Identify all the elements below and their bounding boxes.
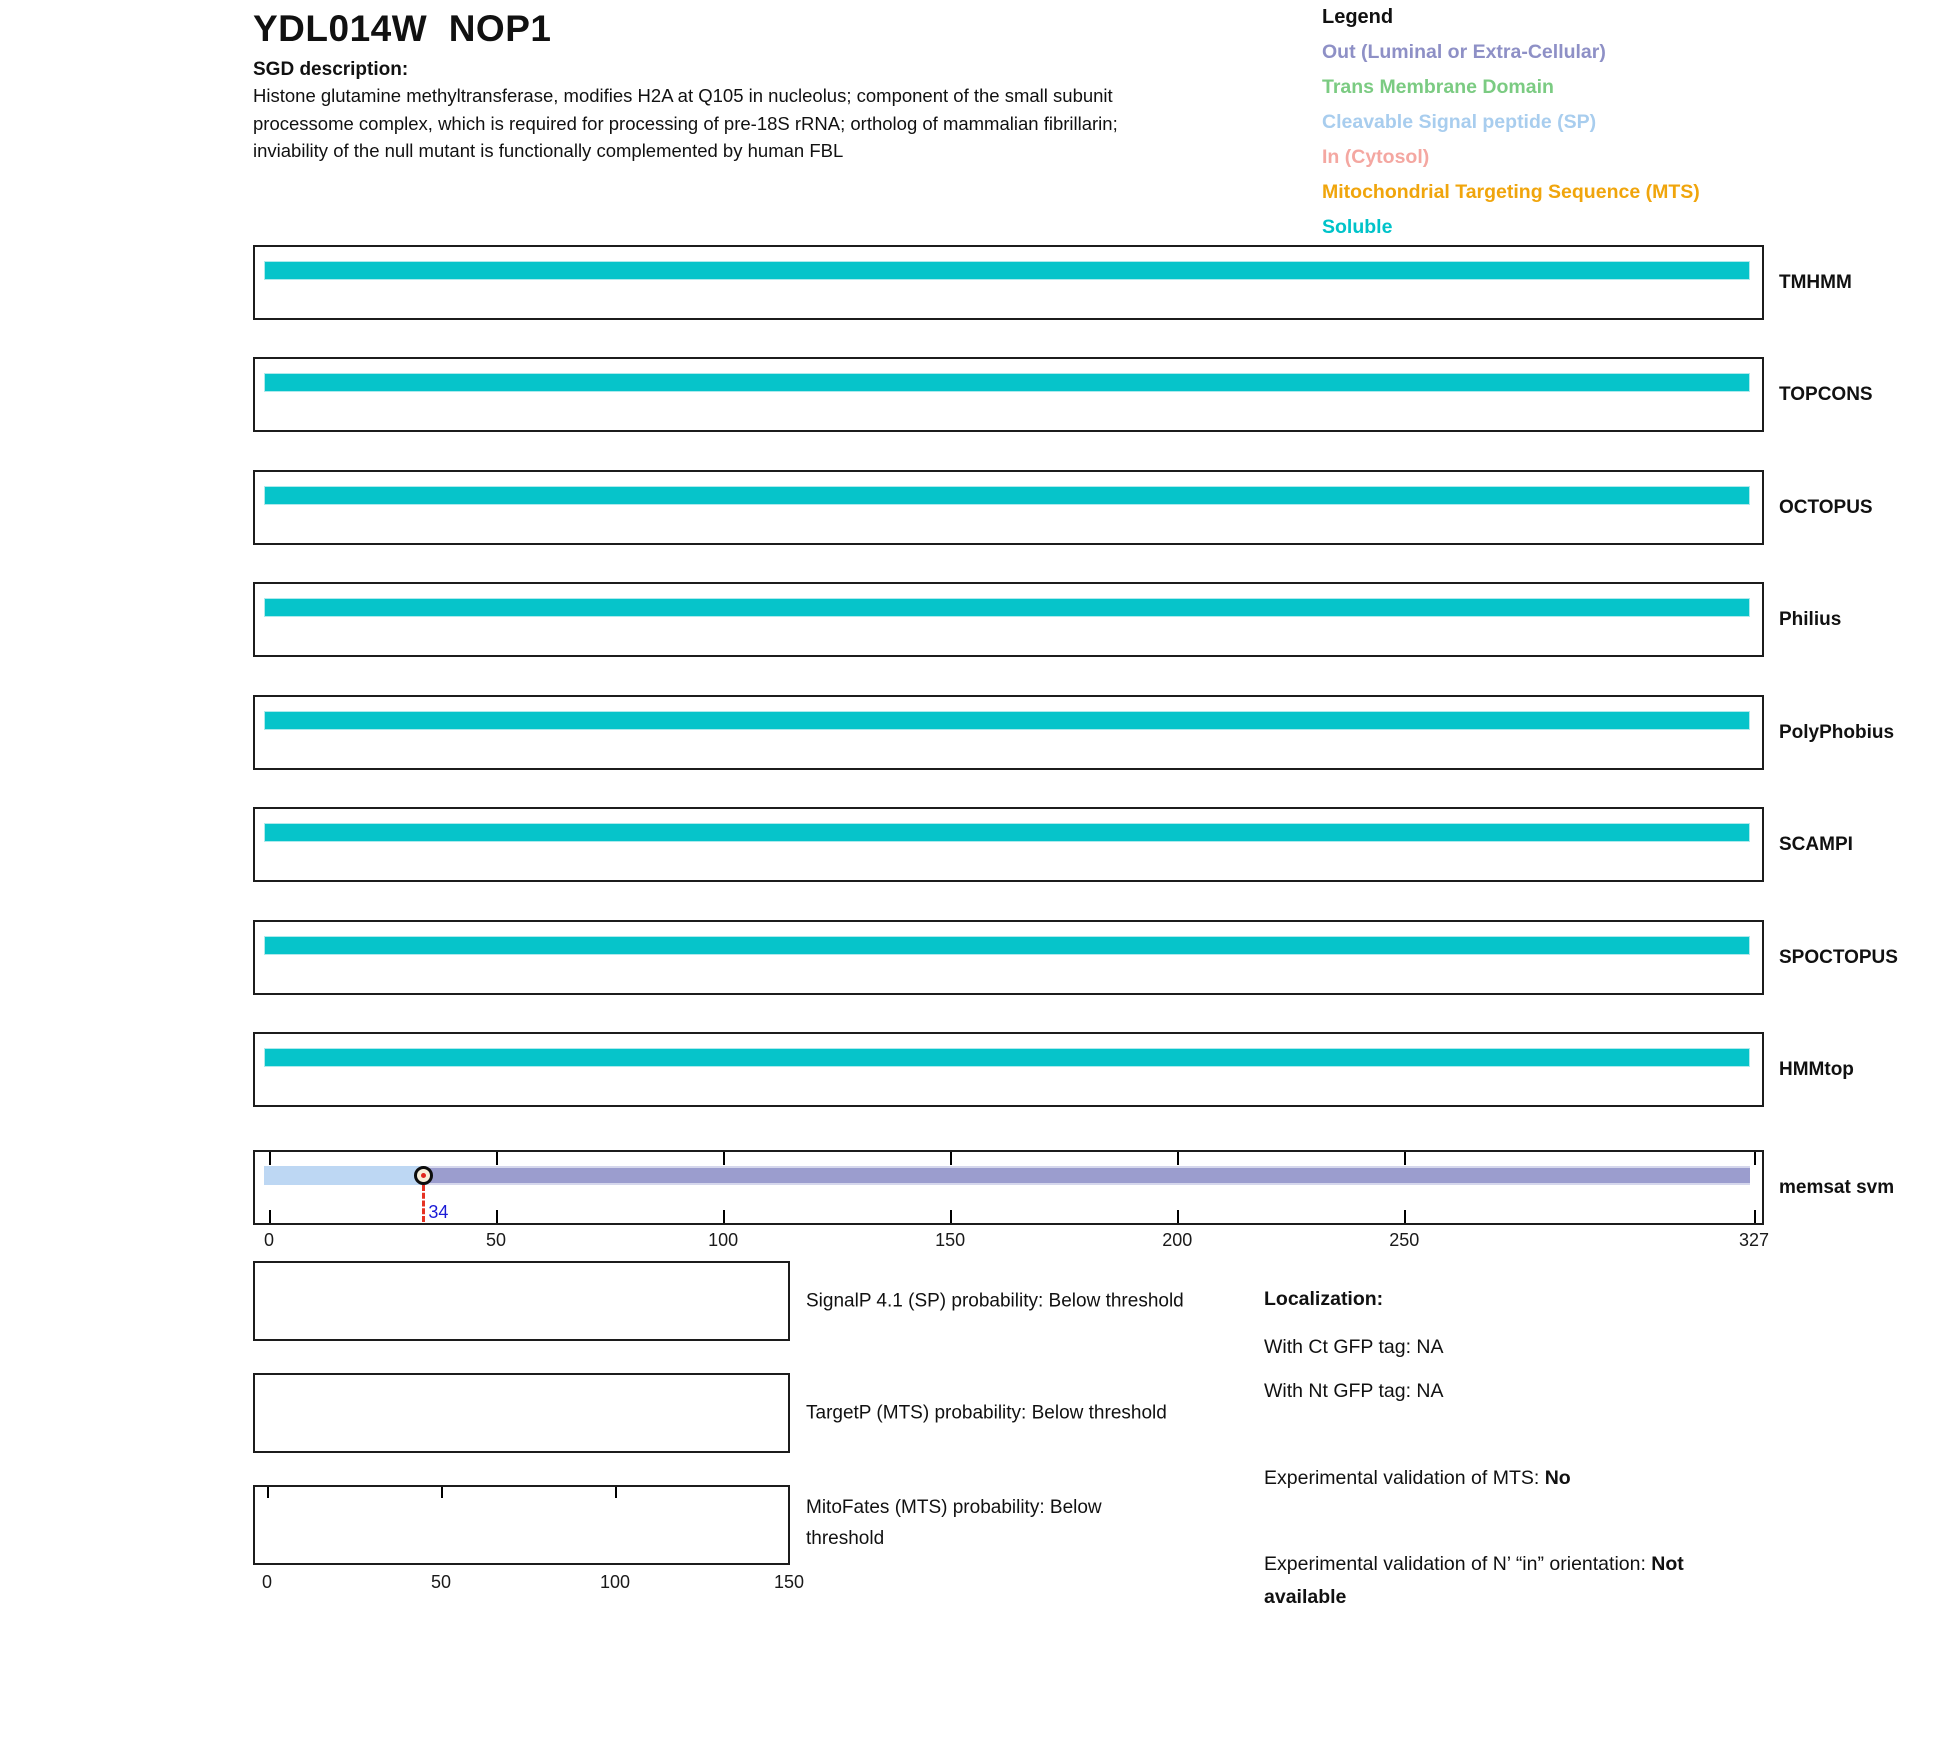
residue-axis-tick-label: 100 xyxy=(708,1230,739,1250)
residue-axis-tick xyxy=(1177,1152,1179,1165)
track-box-hmmtop xyxy=(253,1032,1764,1107)
track-box-spoctopus xyxy=(253,920,1764,995)
track-label-polyphobius: PolyPhobius xyxy=(1779,721,1895,743)
memsat-position-label: 34 xyxy=(428,1202,449,1222)
residue-axis-tick xyxy=(496,1152,498,1165)
residue-axis-tick xyxy=(269,1152,271,1165)
sgd-description-line: processome complex, which is required for processing of pre-18S rRNA; ortholog of mammalian fibrillarin; xyxy=(253,112,1118,134)
track-label-memsat-svm: memsat svm xyxy=(1779,1176,1895,1198)
probability-plot-mitofates xyxy=(253,1485,790,1565)
probability-axis-tick-label: 50 xyxy=(430,1572,452,1592)
legend-title: Legend xyxy=(1322,6,1394,28)
residue-axis-tick xyxy=(950,1152,952,1165)
track-label-spoctopus: SPOCTOPUS xyxy=(1779,946,1898,968)
track-label-topcons: TOPCONS xyxy=(1779,383,1873,405)
sgd-description-text xyxy=(253,82,1118,165)
track-segment-soluble xyxy=(264,486,1750,505)
residue-axis-tick xyxy=(1404,1210,1406,1223)
track-label-octopus: OCTOPUS xyxy=(1779,496,1873,518)
track-label-scampi: SCAMPI xyxy=(1779,833,1853,855)
sgd-description-heading: SGD description: xyxy=(253,59,409,80)
track-box-polyphobius xyxy=(253,695,1764,770)
probability-axis-tick-label: 0 xyxy=(261,1572,273,1592)
probability-axis-tick-label: 100 xyxy=(599,1572,631,1592)
track-box-tmhmm xyxy=(253,245,1764,320)
track-box-scampi xyxy=(253,807,1764,882)
residue-axis-tick xyxy=(1404,1152,1406,1165)
probability-plot-label-signalp: SignalP 4.1 (SP) probability: Below threshold xyxy=(806,1290,1184,1312)
legend-item-soluble: Soluble xyxy=(1322,216,1393,238)
track-label-hmmtop: HMMtop xyxy=(1779,1058,1854,1080)
track-box-philius xyxy=(253,582,1764,657)
residue-axis-tick xyxy=(950,1210,952,1223)
track-segment-soluble xyxy=(264,1048,1750,1067)
n-in-orientation-text: Experimental validation of N’ “in” orientation: xyxy=(1264,1553,1652,1575)
probability-axis-tick-label: 150 xyxy=(773,1572,805,1592)
legend-item-trans: Trans Membrane Domain xyxy=(1322,76,1554,98)
memsat-marker-circle xyxy=(414,1166,433,1185)
residue-axis-tick xyxy=(1177,1210,1179,1223)
track-segment-soluble xyxy=(264,823,1750,842)
residue-axis-tick-label: 200 xyxy=(1162,1230,1193,1250)
track-segment-soluble xyxy=(264,711,1750,730)
probability-plot-targetp xyxy=(253,1373,790,1453)
sgd-description-line: inviability of the null mutant is functionally complemented by human FBL xyxy=(253,140,844,161)
track-segment-soluble xyxy=(264,261,1750,280)
probability-plot-label-targetp: TargetP (MTS) probability: Below threshold xyxy=(806,1402,1167,1424)
track-box-memsat-svm xyxy=(253,1150,1764,1225)
localization-heading: Localization: xyxy=(1264,1288,1384,1310)
track-segment-soluble xyxy=(264,598,1750,617)
track-label-philius: Philius xyxy=(1779,608,1842,630)
residue-axis-tick-label: 0 xyxy=(263,1230,275,1250)
probability-axis-tick xyxy=(615,1487,617,1498)
track-segment-soluble xyxy=(264,936,1750,955)
legend-item-in: In (Cytosol) xyxy=(1322,146,1430,168)
residue-axis-tick-label: 150 xyxy=(935,1230,966,1250)
residue-axis-tick xyxy=(1754,1210,1756,1223)
residue-axis-tick-label: 250 xyxy=(1389,1230,1420,1250)
memsat-marker-dot xyxy=(421,1173,426,1178)
residue-axis-tick-label: 327 xyxy=(1738,1230,1770,1250)
track-segment-out xyxy=(423,1166,1750,1185)
residue-axis-tick xyxy=(496,1210,498,1223)
probability-axis-tick xyxy=(267,1487,269,1498)
mts-validation-text: Experimental validation of MTS: xyxy=(1264,1467,1545,1489)
track-segment-signal-peptide xyxy=(264,1166,423,1185)
legend-item-cleavable: Cleavable Signal peptide (SP) xyxy=(1322,111,1597,133)
probability-plot-label-mitofates: MitoFates (MTS) probability: Below threshold xyxy=(806,1497,1102,1549)
residue-axis-tick xyxy=(723,1152,725,1165)
n-in-orientation-value: Not available xyxy=(1264,1553,1684,1608)
probability-plot-signalp xyxy=(253,1261,790,1341)
legend-item-out: Out (Luminal or Extra-Cellular) xyxy=(1322,41,1606,63)
nt-gfp-tag-line: With Nt GFP tag: NA xyxy=(1264,1380,1444,1402)
residue-axis-tick xyxy=(1754,1152,1756,1165)
ct-gfp-tag-line: With Ct GFP tag: NA xyxy=(1264,1336,1444,1358)
probability-axis-tick xyxy=(441,1487,443,1498)
n-in-orientation-line xyxy=(1264,1548,1756,1614)
gene-title: YDL014W NOP1 xyxy=(253,8,552,49)
residue-axis-tick xyxy=(269,1210,271,1223)
legend-item-mitochondrial: Mitochondrial Targeting Sequence (MTS) xyxy=(1322,181,1700,203)
track-segment-soluble xyxy=(264,373,1750,392)
mts-validation-line xyxy=(1264,1462,1784,1495)
sgd-description-line: Histone glutamine methyltransferase, modifies H2A at Q105 in nucleolus; component of the small subunit xyxy=(253,85,1113,106)
memsat-position-line xyxy=(422,1185,425,1222)
mts-validation-value: No xyxy=(1544,1467,1571,1489)
track-box-topcons xyxy=(253,357,1764,432)
track-label-tmhmm: TMHMM xyxy=(1779,271,1852,293)
track-box-octopus xyxy=(253,470,1764,545)
residue-axis-tick-label: 50 xyxy=(486,1230,507,1250)
residue-axis-tick xyxy=(723,1210,725,1223)
